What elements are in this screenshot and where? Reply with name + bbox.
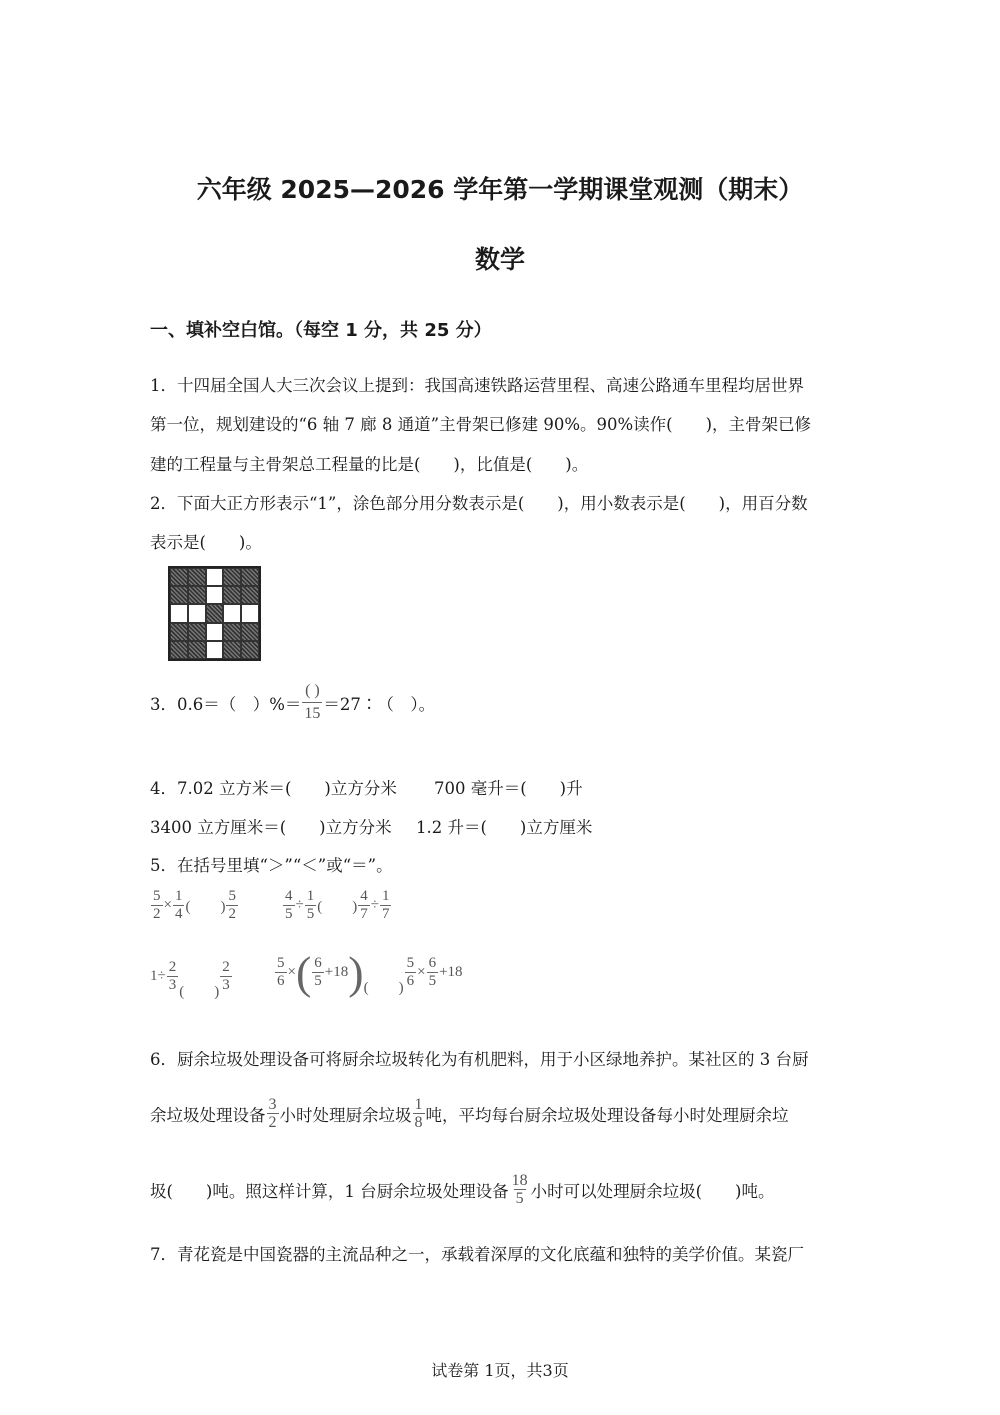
- q2-line2: 表示是( )。: [150, 533, 262, 552]
- grid-cell-shaded: [170, 641, 188, 659]
- q2-line1: 2．下面大正方形表示“1”，涂色部分用分数表示是( )，用小数表示是( )，用百分数: [150, 494, 808, 513]
- q5-expr3: [150, 952, 233, 1001]
- frac-den: 7: [381, 906, 390, 922]
- plus-eighteen: +18: [324, 964, 349, 980]
- q6-text: 小时处理厨余垃圾: [279, 1105, 412, 1125]
- times-sign: ×: [287, 964, 296, 980]
- grid-cell-blank: [188, 604, 206, 622]
- divide-sign: ÷: [370, 897, 379, 913]
- frac-1-4: [173, 888, 185, 923]
- q5-expr2: [282, 888, 392, 923]
- frac-num: 5: [153, 888, 161, 904]
- frac-num: 3: [268, 1096, 277, 1113]
- frac-num: 4: [360, 888, 368, 904]
- frac-num: 18: [511, 1172, 528, 1189]
- section-heading: 一、填补空白馆。（每空 1 分，共 25 分）: [150, 320, 492, 341]
- q6-text: 小时可以处理厨余垃圾( )吨。: [530, 1181, 775, 1201]
- q7-line1: 7．青花瓷是中国瓷器的主流品种之一，承载着深厚的文化底蕴和独特的美学价值。某瓷厂: [150, 1245, 804, 1264]
- grid-cell-shaded: [241, 641, 259, 659]
- frac-18-5: [510, 1172, 530, 1207]
- frac-den: 6: [277, 973, 285, 989]
- grid-cell-shaded: [206, 604, 224, 622]
- frac-num: 2: [222, 959, 230, 975]
- frac-5-6: [275, 955, 287, 990]
- q4-line2b: 1.2 升＝( )立方厘米: [416, 818, 593, 837]
- frac-den: 5: [428, 973, 437, 989]
- q6-line3: [150, 1172, 775, 1207]
- frac-den: 7: [360, 906, 368, 922]
- q6-text: 余垃圾处理设备: [150, 1105, 266, 1125]
- frac-num: 1: [174, 888, 183, 904]
- frac-den: 2: [268, 1114, 277, 1131]
- q6-text: 圾( )吨。照这样计算，1 台厨余垃圾处理设备: [150, 1181, 509, 1201]
- frac-num: 4: [285, 888, 293, 904]
- grid-cell-shaded: [223, 568, 241, 586]
- q6-line2: [150, 1096, 789, 1131]
- grid-cell-shaded: [223, 641, 241, 659]
- q3-frac-den: 15: [302, 702, 322, 725]
- q5-line1: 5．在括号里填“＞”“＜”或“＝”。: [150, 856, 393, 875]
- left-paren: (: [295, 947, 312, 998]
- subject-title: 数学: [474, 245, 525, 274]
- frac-den: 2: [228, 906, 236, 922]
- frac-5-2: [226, 888, 238, 923]
- frac-num: 1: [414, 1096, 423, 1113]
- grid-cell-blank: [206, 568, 224, 586]
- grid-cell-shaded: [223, 623, 241, 641]
- q1-line2: 第一位，规划建设的“6 轴 7 廊 8 通道”主骨架已修建 90%。90%读作( )，主骨架已修: [150, 415, 812, 434]
- q3-suffix: ＝27∶（ ）。: [323, 694, 436, 714]
- grid-cell-shaded: [188, 568, 206, 586]
- q4-line1a: 4．7.02 立方米＝( )立方分米: [150, 779, 397, 798]
- frac-num: 5: [228, 888, 236, 904]
- frac-2-3: [167, 959, 179, 994]
- grid-cell-shaded: [223, 586, 241, 604]
- frac-den: 5: [306, 906, 315, 922]
- frac-den: 8: [414, 1114, 423, 1131]
- frac-den: 6: [406, 973, 415, 989]
- q4-line1b: 700 毫升＝( )升: [434, 779, 583, 798]
- frac-num: 2: [168, 959, 177, 975]
- frac-num: 1: [381, 888, 390, 904]
- grid-cell-blank: [241, 604, 259, 622]
- grid-cell-blank: [223, 604, 241, 622]
- frac-4-7: [358, 888, 370, 923]
- frac-den: 5: [314, 973, 322, 989]
- plus-eighteen: +18: [439, 964, 463, 980]
- q3-line: [150, 680, 435, 725]
- frac-den: 5: [285, 906, 293, 922]
- frac-1-7: [380, 888, 392, 923]
- q1-line3: 建的工程量与主骨架总工程量的比是( )，比值是( )。: [150, 455, 589, 474]
- frac-5-2: [151, 888, 163, 923]
- grid-cell-shaded: [188, 623, 206, 641]
- frac-1-5: [305, 888, 317, 923]
- divide-sign: ÷: [295, 897, 304, 913]
- answer-blank: ( ): [317, 899, 358, 915]
- frac-6-5: [312, 955, 324, 990]
- grid-cell-shaded: [170, 586, 188, 604]
- grid-cell-shaded: [241, 586, 259, 604]
- grid-cell-shaded: [241, 568, 259, 586]
- grid-cell-shaded: [241, 623, 259, 641]
- q3-fraction: [302, 680, 322, 725]
- right-paren: ): [348, 947, 364, 998]
- q5-expr4: [274, 946, 463, 999]
- frac-5-6: [405, 955, 417, 990]
- frac-num: 6: [314, 955, 322, 971]
- times-sign: ×: [417, 964, 426, 980]
- shaded-square-grid: [168, 566, 261, 661]
- frac-1-8: [413, 1096, 425, 1131]
- q3-frac-num: ( ): [305, 682, 320, 699]
- frac-num: 5: [277, 955, 285, 971]
- times-sign: ×: [163, 897, 172, 913]
- q5-expr1: [150, 888, 239, 923]
- q6-text: 吨，平均每台厨余垃圾处理设备每小时处理厨余垃: [425, 1105, 789, 1125]
- grid-cell-shaded: [170, 568, 188, 586]
- frac-6-5: [427, 955, 439, 990]
- grid-cell-blank: [206, 623, 224, 641]
- frac-den: 3: [222, 977, 230, 993]
- frac-den: 4: [174, 906, 183, 922]
- frac-den: 5: [515, 1190, 524, 1207]
- frac-4-5: [283, 888, 295, 923]
- q4-line2a: 3400 立方厘米＝( )立方分米: [150, 818, 392, 837]
- frac-num: 5: [406, 955, 415, 971]
- frac-den: 3: [168, 977, 177, 993]
- frac-3-2: [267, 1096, 279, 1131]
- answer-blank: ( ): [185, 899, 226, 915]
- frac-num: 6: [428, 955, 437, 971]
- exam-title: 六年级 2025—2026 学年第一学期课堂观测（期末）: [196, 175, 804, 204]
- q1-line1: 1．十四届全国人大三次会议上提到：我国高速铁路运营里程、高速公路通车里程均居世界: [150, 376, 804, 395]
- answer-blank: ( ): [363, 980, 404, 996]
- grid-cell-shaded: [188, 586, 206, 604]
- page-footer: 试卷第 1页，共3页: [431, 1361, 569, 1380]
- frac-den: 2: [153, 906, 161, 922]
- grid-cell-shaded: [188, 641, 206, 659]
- grid-cell-blank: [206, 586, 224, 604]
- q3-prefix: 3．0.6＝（ ）%＝: [150, 694, 302, 714]
- number-one: 1: [150, 968, 158, 984]
- answer-blank: ( ): [179, 984, 220, 1000]
- frac-num: 1: [306, 888, 315, 904]
- divide-sign: ÷: [157, 968, 166, 984]
- q6-line1: 6．厨余垃圾处理设备可将厨余垃圾转化为有机肥料，用于小区绿地养护。某社区的 3 台厨: [150, 1050, 809, 1069]
- frac-2-3: [220, 959, 232, 994]
- grid-cell-blank: [170, 604, 188, 622]
- grid-cell-shaded: [170, 623, 188, 641]
- grid-cell-blank: [206, 641, 224, 659]
